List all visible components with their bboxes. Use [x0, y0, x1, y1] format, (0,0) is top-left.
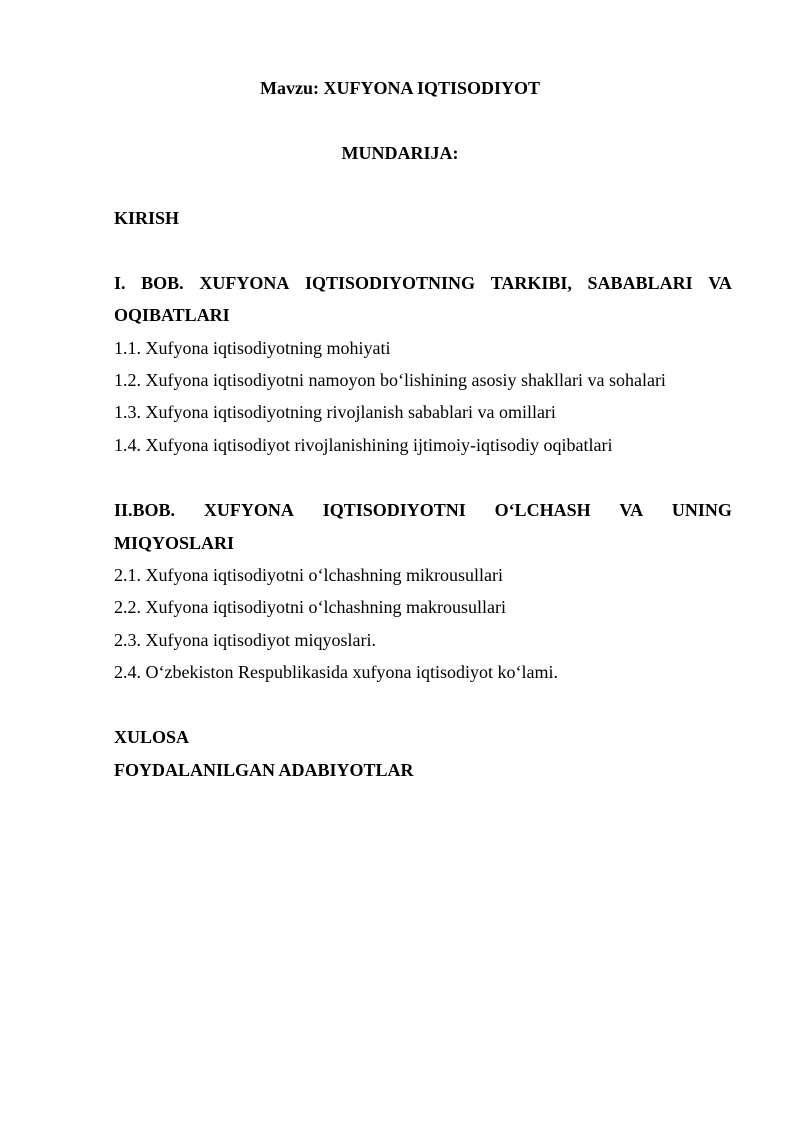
toc-section: 1.2. Xufyona iqtisodiyotni namoyon bo‘lishining asosiy shakllari va sohalari: [114, 370, 666, 390]
toc-conclusion: XULOSA: [114, 727, 190, 747]
toc-section: 2.3. Xufyona iqtisodiyot miqyoslari.: [114, 630, 376, 650]
chapter1-title-word: XUFYONA: [199, 273, 290, 293]
chapter1-title-word: I.: [114, 273, 126, 293]
contents-heading: MUNDARIJA:: [341, 143, 459, 163]
chapter1-title-word: VA: [708, 273, 732, 293]
toc-references: FOYDALANILGAN ADABIYOTLAR: [114, 760, 414, 780]
chapter2-title: [114, 498, 732, 522]
chapter2-title-word: IQTISODIYOTNI: [322, 500, 466, 520]
chapter2-title-word: UNING: [671, 500, 732, 520]
toc-section: 2.4. O‘zbekiston Respublikasida xufyona iqtisodiyot ko‘lami.: [114, 662, 558, 682]
toc-section: 1.4. Xufyona iqtisodiyot rivojlanishining ijtimoiy-iqtisodiy oqibatlari: [114, 435, 613, 455]
chapter2-title-word: XUFYONA: [203, 500, 294, 520]
chapter1-title-word: SABABLARI: [587, 273, 693, 293]
chapter2-title-end: MIQYOSLARI: [114, 533, 235, 553]
document-topic: Mavzu: XUFYONA IQTISODIYOT: [259, 78, 541, 98]
chapter1-title-word: IQTISODIYOTNING: [305, 273, 476, 293]
toc-section: 1.1. Xufyona iqtisodiyotning mohiyati: [114, 338, 391, 358]
toc-section: 2.2. Xufyona iqtisodiyotni o‘lchashning makrousullari: [114, 597, 506, 617]
chapter1-title: [114, 271, 732, 295]
chapter2-title-word: VA: [619, 500, 644, 520]
chapter1-title-end: OQIBATLARI: [114, 305, 230, 325]
toc-intro: KIRISH: [114, 208, 180, 228]
toc-section: 1.3. Xufyona iqtisodiyotning rivojlanish sabablari va omillari: [114, 402, 556, 422]
chapter2-title-word: O‘LCHASH: [494, 500, 591, 520]
chapter1-title-word: TARKIBI,: [490, 273, 572, 293]
chapter1-title-word: BOB.: [141, 273, 184, 293]
toc-section: 2.1. Xufyona iqtisodiyotni o‘lchashning mikrousullari: [114, 565, 503, 585]
chapter2-title-word: II.BOB.: [114, 500, 176, 520]
